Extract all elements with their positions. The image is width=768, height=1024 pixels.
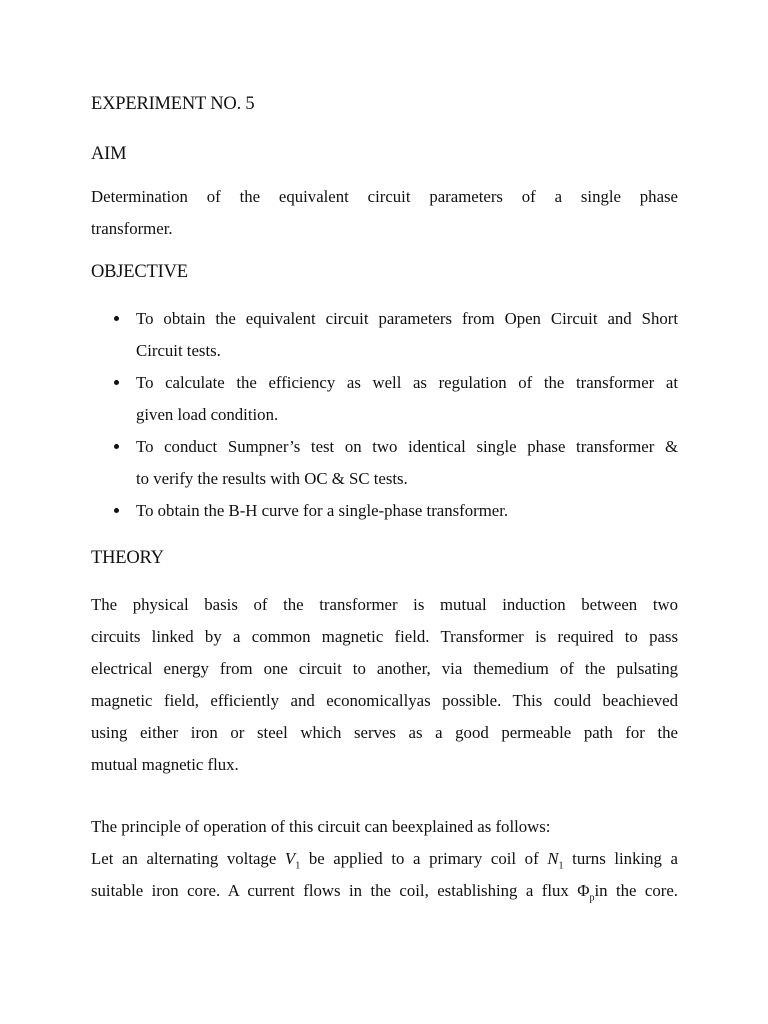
objective-list	[91, 303, 678, 527]
theory-paragraph-2: The principle of operation of this circuit can beexplained as follows: Let an alternating voltage $V_1$ be applied to a primary coil of $N_1$ turns linking a suitable iron core. A current flows in the coil, establishing a flux $\Phi_pin$ the core.	[91, 811, 678, 907]
experiment-title: EXPERIMENT NO. 5	[91, 94, 255, 114]
aim-line: Determination of the equivalent circuit parameters of a single phase	[91, 187, 678, 206]
theory-heading: THEORY	[91, 548, 164, 568]
voltage-line: Let an alternating voltage $V_1$ be applied to a primary coil of $N_1$ turns linking a	[91, 849, 678, 872]
list-item: To conduct Sumpner’s test on two identical single phase transformer & to verify the results with OC & SC tests.	[91, 431, 678, 495]
flux-line: suitable iron core. A current flows in the coil, establishing a flux $\Phi_pin$ the core.	[91, 881, 678, 904]
theory-paragraph-1: The physical basis of the transformer is mutual induction between two circuits linked by a common magnetic field. Transformer is required to pass electrical energy from one circuit to another, via themedium of the pulsating magnetic field, efficiently and economicallyas possible. This could beachieved using either iron or steel which serves as a good permeable path for the mutual magnetic flux.	[91, 595, 678, 774]
objective-heading: OBJECTIVE	[91, 262, 188, 282]
n1-symbol: N	[547, 849, 559, 868]
list-item: To calculate the efficiency as well as regulation of the transformer at given load condition.	[91, 367, 678, 431]
phi-symbol: Φ	[577, 881, 590, 900]
v1-symbol: V	[284, 849, 296, 868]
list-item: To obtain the equivalent circuit parameters from Open Circuit and Short Circuit tests.	[91, 303, 678, 367]
bullet-icon	[114, 316, 119, 321]
bullet-icon	[114, 380, 119, 385]
bullet-icon	[114, 444, 119, 449]
aim-heading: AIM	[91, 144, 127, 164]
aim-line: transformer.	[91, 219, 173, 238]
bullet-icon	[114, 508, 119, 513]
list-item: To obtain the B-H curve for a single-phase transformer.	[91, 495, 678, 527]
aim-paragraph	[91, 181, 678, 245]
